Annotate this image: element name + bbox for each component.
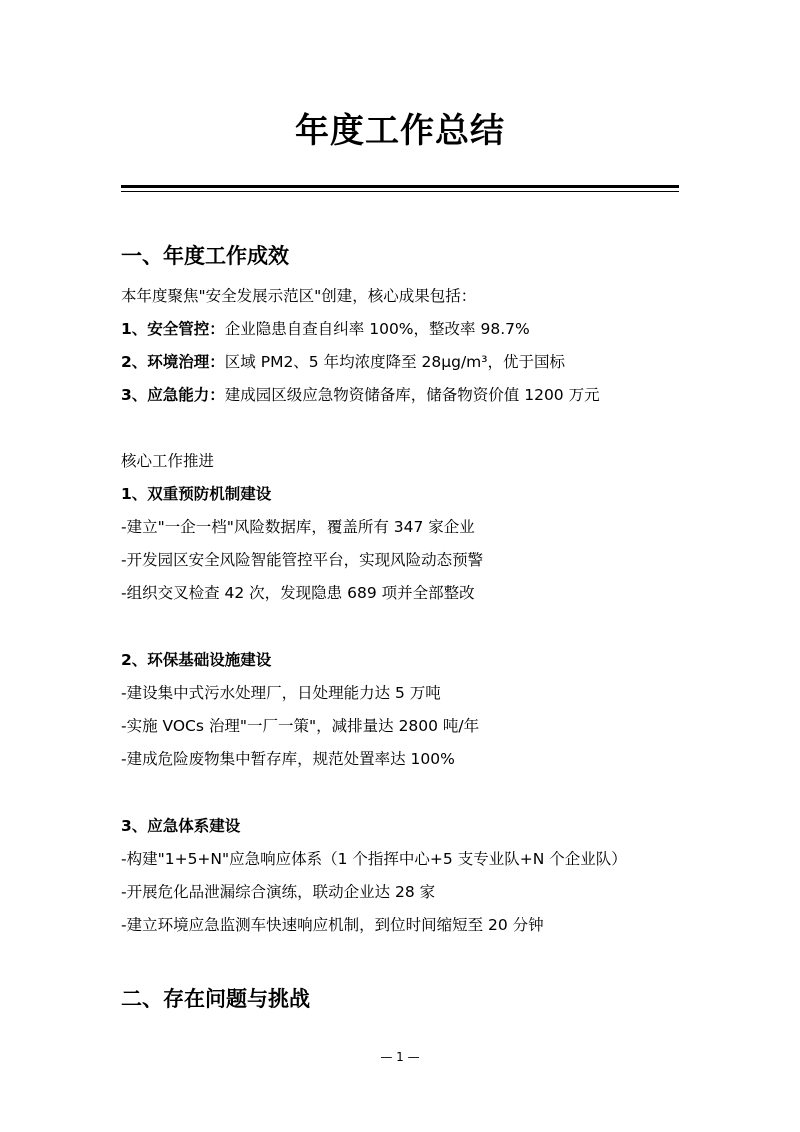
result-item-safety	[121, 317, 530, 339]
list-item: -实施 VOCs 治理"一厂一策"，减排量达 2800 吨/年	[121, 717, 480, 735]
list-item: -开发园区安全风险智能管控平台，实现风险动态预警	[121, 551, 484, 569]
list-item: -建立环境应急监测车快速响应机制，到位时间缩短至 20 分钟	[121, 916, 544, 934]
list-item: -开展危化品泄漏综合演练，联动企业达 28 家	[121, 883, 436, 901]
section-heading-effects: 一、年度工作成效	[121, 244, 289, 268]
title-rule-thin	[121, 191, 679, 192]
result-item-label: 1、安全管控：	[121, 320, 225, 338]
core-work-heading: 核心工作推进	[121, 452, 215, 470]
page-title: 年度工作总结	[295, 111, 505, 151]
result-item-text: 区域 PM2、5 年均浓度降至 28μg/m³，优于国标	[224, 353, 565, 371]
result-item-text: 建成园区级应急物资储备库，储备物资价值 1200 万元	[224, 386, 600, 404]
title-rule-thick	[121, 185, 679, 188]
group-title-emergency-system: 3、应急体系建设	[121, 817, 241, 835]
section-heading-challenges: 二、存在问题与挑战	[121, 987, 310, 1011]
page-number: — 1 —	[380, 1050, 420, 1064]
result-item-text: 企业隐患自查自纠率 100%，整改率 98.7%	[224, 320, 530, 338]
result-item-environment	[121, 350, 565, 372]
group-title-dual-prevention: 1、双重预防机制建设	[121, 485, 272, 503]
result-item-emergency	[121, 383, 600, 405]
list-item: -建成危险废物集中暂存库，规范处置率达 100%	[121, 750, 455, 768]
list-item: -构建"1+5+N"应急响应体系（1 个指挥中心+5 支专业队+N 个企业队）	[121, 850, 627, 868]
result-item-label: 3、应急能力：	[121, 386, 225, 404]
list-item: -建设集中式污水处理厂，日处理能力达 5 万吨	[121, 684, 441, 702]
list-item: -建立"一企一档"风险数据库，覆盖所有 347 家企业	[121, 518, 475, 536]
list-item: -组织交叉检查 42 次，发现隐患 689 项并全部整改	[121, 584, 475, 602]
result-item-label: 2、环境治理：	[121, 353, 225, 371]
group-title-env-infrastructure: 2、环保基础设施建设	[121, 651, 272, 669]
intro-paragraph: 本年度聚焦"安全发展示范区"创建，核心成果包括：	[121, 287, 477, 305]
